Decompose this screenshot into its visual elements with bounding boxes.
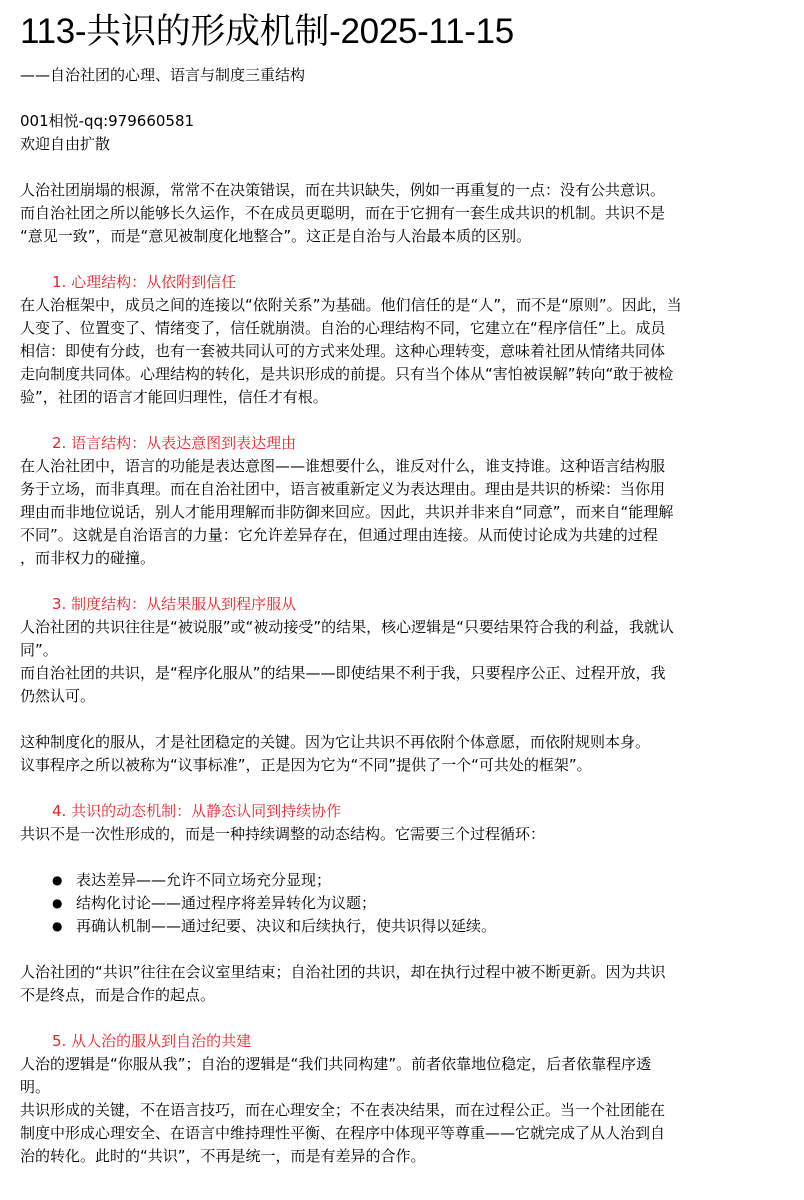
section-line: 治的转化。此时的“共识”，不再是统一，而是有差异的合作。 xyxy=(20,1147,426,1165)
section-heading: 2. 语言结构：从表达意图到表达理由 xyxy=(52,434,297,452)
intro-line: 人治社团崩塌的根源，常常不在决策错误，而在共识缺失，例如一再重复的一点：没有公共意识。 xyxy=(20,181,666,199)
section-line: 同”。 xyxy=(20,641,58,659)
section-line: 在人治框架中，成员之间的连接以“依附关系”为基础。他们信任的是“人”，而不是“原则”。因此，当 xyxy=(20,296,682,314)
section-line: 明。 xyxy=(20,1078,51,1096)
list-item-text: 结构化讨论——通过程序将差异转化为议题； xyxy=(76,894,377,912)
spacer xyxy=(20,777,786,800)
section-line: 人治的逻辑是“你服从我”；自治的逻辑是“我们共同构建”。前者依靠地位稳定，后者依靠程序透 xyxy=(20,1055,652,1073)
section-line: 共识不是一次性形成的，而是一种持续调整的动态结构。它需要三个过程循环： xyxy=(20,825,546,843)
list-item xyxy=(20,892,786,915)
section-line: 仍然认可。 xyxy=(20,687,96,705)
list-item xyxy=(20,869,786,892)
spacer xyxy=(20,409,786,432)
list-item-text: 再确认机制——通过纪要、决议和后续执行，使共识得以延续。 xyxy=(76,917,497,935)
section-language xyxy=(20,432,786,570)
section-line: 人治社团的共识往往是“被说服”或“被动接受”的结果，核心逻辑是“只要结果符合我的利益，我就认 xyxy=(20,618,674,636)
author-line: 001相悦-qq:979660581 xyxy=(20,112,195,130)
spacer xyxy=(20,938,786,961)
list-item-text: 表达差异——允许不同立场充分显现； xyxy=(76,871,332,889)
intro-line: 而自治社团之所以能够长久运作，不在成员更聪明，而在于它拥有一套生成共识的机制。共识不是 xyxy=(20,204,666,222)
spacer xyxy=(20,708,786,731)
bullet-list xyxy=(20,869,786,938)
intro-line: “意见一致”，而是“意见被制度化地整合”。这正是自治与人治最本质的区别。 xyxy=(20,227,532,245)
section-line: 人治社团的“共识”往往在会议室里结束；自治社团的共识，却在执行过程中被不断更新。因为共识 xyxy=(20,963,666,981)
section-line: 而自治社团的共识，是“程序化服从”的结果——即使结果不利于我，只要程序公正、过程开放，我 xyxy=(20,664,666,682)
section-line: 务于立场，而非真理。而在自治社团中，语言被重新定义为表达理由。理由是共识的桥梁：当你用 xyxy=(20,480,666,498)
section-co-construction xyxy=(20,1030,786,1168)
section-line: 理由而非地位说话，别人才能用理解而非防御来回应。因此，共识并非来自“同意”，而来自“能理解 xyxy=(20,503,674,521)
section-line: 议事程序之所以被称为“议事标准”，正是因为它为“不同”提供了一个“可共处的框架”。 xyxy=(20,756,592,774)
spacer xyxy=(20,846,786,869)
section-dynamics xyxy=(20,800,786,1007)
section-line: 在人治社团中，语言的功能是表达意图——谁想要什么，谁反对什么，谁支持谁。这种语言结构服 xyxy=(20,457,666,475)
section-heading: 1. 心理结构：从依附到信任 xyxy=(52,273,237,291)
spacer xyxy=(20,1007,786,1030)
spacer xyxy=(20,570,786,593)
spacer xyxy=(20,87,786,110)
section-line: 共识形成的关键，不在语言技巧，而在心理安全；不在表决结果，而在过程公正。当一个社团能在 xyxy=(20,1101,666,1119)
notice-line: 欢迎自由扩散 xyxy=(20,135,111,153)
spacer xyxy=(20,248,786,271)
section-line: 人变了、位置变了、情绪变了，信任就崩溃。自治的心理结构不同，它建立在“程序信任”上。成员 xyxy=(20,319,666,337)
bullet-icon: ● xyxy=(52,873,63,887)
document-title: 113-共识的形成机制-2025-11-15 xyxy=(20,12,514,51)
section-institution xyxy=(20,593,786,777)
list-item xyxy=(20,915,786,938)
document-subtitle: ——自治社团的心理、语言与制度三重结构 xyxy=(20,66,306,84)
spacer xyxy=(20,156,786,179)
section-line: 这种制度化的服从，才是社团稳定的关键。因为它让共识不再依附个体意愿，而依附规则本身。 xyxy=(20,733,651,751)
bullet-icon: ● xyxy=(52,919,63,933)
section-line: 相信：即使有分歧，也有一套被共同认可的方式来处理。这种心理转变，意味着社团从情绪共同体 xyxy=(20,342,666,360)
section-line: 不同”。这就是自治语言的力量：它允许差异存在，但通过理由连接。从而使讨论成为共建的过程 xyxy=(20,526,658,544)
section-psychology xyxy=(20,271,786,409)
section-line: ，而非权力的碰撞。 xyxy=(20,549,156,567)
section-line: 走向制度共同体。心理结构的转化，是共识形成的前提。只有当个体从“害怕被误解”转向“敢于被检 xyxy=(20,365,674,383)
section-line: 验”，社团的语言才能回归理性，信任才有根。 xyxy=(20,388,328,406)
bullet-icon: ● xyxy=(52,896,63,910)
section-heading: 5. 从人治的服从到自治的共建 xyxy=(52,1032,252,1050)
section-line: 不是终点，而是合作的起点。 xyxy=(20,986,216,1004)
section-line: 制度中形成心理安全、在语言中维持理性平衡、在程序中体现平等尊重——它就完成了从人治到自 xyxy=(20,1124,666,1142)
section-heading: 3. 制度结构：从结果服从到程序服从 xyxy=(52,595,297,613)
intro-paragraph xyxy=(20,179,786,248)
section-heading: 4. 共识的动态机制：从静态认同到持续协作 xyxy=(52,802,342,820)
